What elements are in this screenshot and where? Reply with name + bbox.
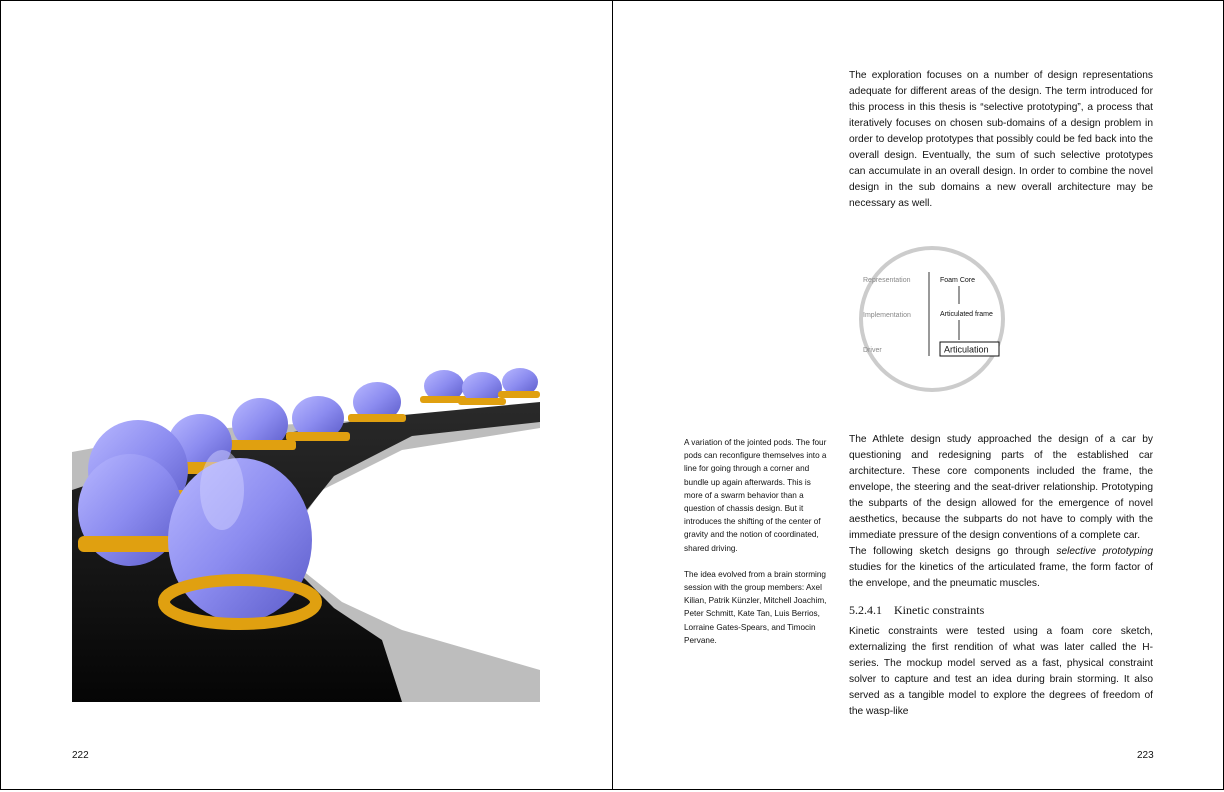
diagram-category-driver: Driver: [863, 347, 882, 354]
diagram-circle: [861, 248, 1003, 390]
sketch-paragraph-end: studies for the kinetics of the articulated frame, the form factor of the envelope, and the pneumatic muscles.: [849, 562, 1153, 589]
diagram-category-implementation: Implementation: [863, 312, 911, 319]
pods-render-image: [72, 340, 540, 702]
caption-paragraph-2: The idea evolved from a brain storming session with the group members: Axel Kilian, Patrik Künzler, Mitchell Joachim, Peter Schmitt, Kate Tan, Luis Berrios, Lorraine Gates-Spears, and Timocin Pervane.: [684, 569, 827, 645]
kinetic-paragraph: Kinetic constraints were tested using a foam core sketch, externalizing the first rendition of what was later called the H-series. The mockup model served as a fast, physical constraint solver to capture and test an idea during brain storming. It also served as a tangible model to explore the degrees of freedom of the wasp-like: [849, 626, 1153, 717]
caption-paragraph-1: A variation of the jointed pods. The four pods can reconfigure themselves into a line for going through a corner and bundle up again afterwards. This is more of a swarm behavior than a question of chassis design. But it introduces the shifting of the center of gravity and the notion of coordinated, shared driving.: [684, 438, 827, 553]
section-heading: [849, 603, 984, 618]
intro-paragraph: [849, 68, 1153, 212]
intro-paragraph-text: The exploration focuses on a number of design representations adequate for different areas of the design. The term introduced for this process in this thesis is “selective prototyping”, a process that iteratively focuses on chosen sub-domains of a design problem in order to develop prototypes that possibly could be fed back into the overall design. Eventually, the sum of such selective prototypes can accumulate in an overall design. In order to combine the novel design in the sub domains a new overall architecture may be necessary as well.: [849, 70, 1153, 209]
sketch-paragraph-emphasis: selective prototyping: [1056, 546, 1154, 557]
section-title: Kinetic constraints: [894, 603, 985, 617]
diagram-value-articulated-frame: Articulated frame: [940, 311, 993, 318]
page-number-right: 223: [1137, 750, 1154, 761]
athlete-paragraph: The Athlete design study approached the design of a car by questioning and redesigning parts of the established car architecture. These core components included the frame, the envelope, the steering and the seat-driver relationship. Prototyping the subparts of the design allowed for the emergence of novel aesthetics, because the subparts do not have to comply with the immediate pressure of the design conventions of a complete car.: [849, 434, 1153, 541]
page-number-left: 222: [72, 750, 89, 761]
diagram-category-representation: Representation: [863, 277, 911, 284]
image-caption: [684, 436, 830, 660]
sketch-paragraph-start: The following sketch designs go through: [849, 546, 1057, 557]
diagram-value-articulation: Articulation: [944, 344, 989, 355]
selective-prototyping-diagram: [857, 244, 1007, 394]
athlete-section: [849, 432, 1153, 592]
diagram-value-foam-core: Foam Core: [940, 277, 976, 284]
sketch-paragraph: [849, 544, 1153, 592]
kinetic-section: [849, 624, 1153, 720]
section-number: 5.2.4.1: [849, 603, 882, 617]
